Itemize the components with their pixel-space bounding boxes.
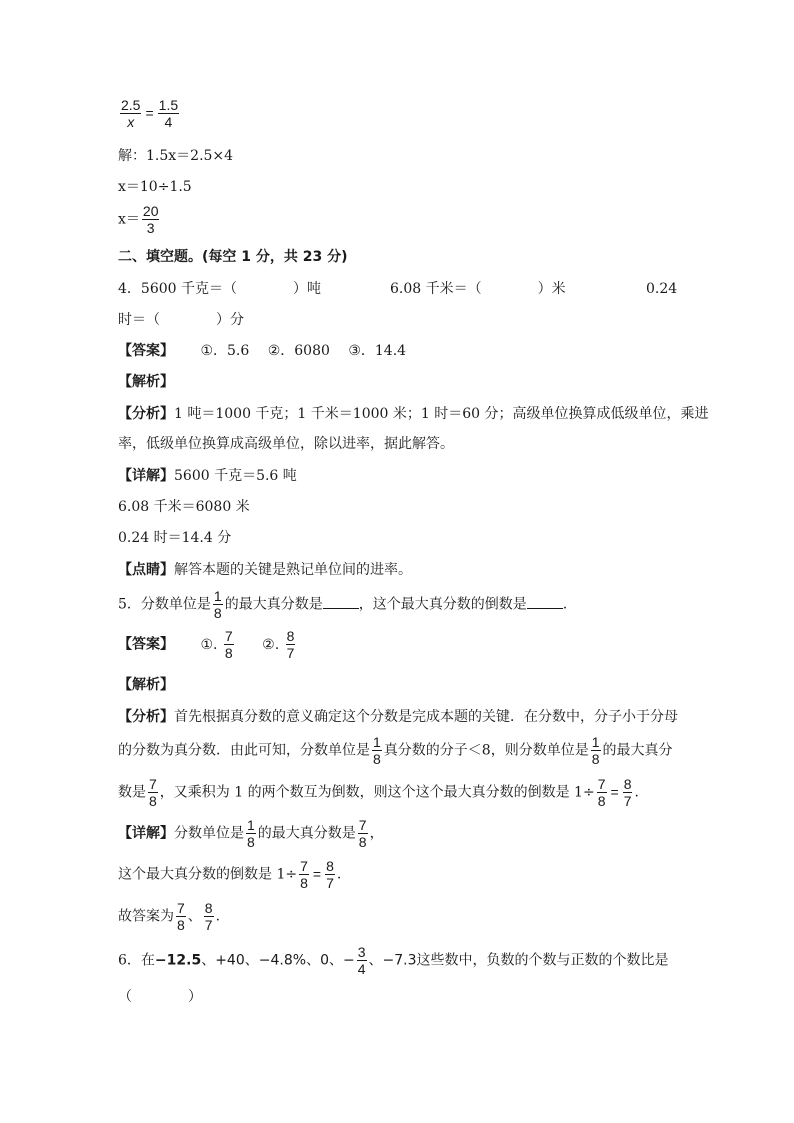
answer-tag: 【答案】 [118,636,174,653]
solution-step-3 [118,203,161,236]
fraction-seven-eighths [148,776,158,809]
fraction-numerator: 1 [247,817,255,833]
fraction-numerator: 8 [326,858,334,874]
question-5-text: ，这个最大真分数的倒数是 [358,596,527,613]
section-heading: 二、填空题。(每空 1 分，共 23 分) [118,249,348,265]
fraction-numerator: 7 [597,776,606,792]
question-5-text: 5．分数单位是 [118,596,211,613]
analysis-subtag: 【分析】 [118,709,174,725]
detail-text: 5600 千克＝5.6 吨 [174,468,297,484]
question-6-text: 6．在 [118,952,155,969]
fraction-numerator: 8 [623,776,632,792]
fraction-numerator: 7 [358,817,367,833]
fraction-denominator: 8 [373,751,381,767]
fraction-numerator: 7 [224,628,233,644]
separator: 、 [328,952,343,969]
question-4-line-1 [118,279,678,299]
fraction-denominator: 8 [177,917,185,933]
fraction-denominator: 8 [149,793,157,809]
period: . [634,784,639,801]
fraction-eight-sevenths [623,776,633,809]
question-4-part-2: 6.08 千米＝（ ）米 [390,281,566,297]
analysis-text: 首先根据真分数的意义确定这个分数是完成本题的关键．在分数中，分子小于分母 [174,709,678,725]
fraction-one-eighth [372,734,382,767]
question-4-part-1: 4．5600 千克＝（ ）吨 [118,281,321,297]
fraction-denominator: 8 [247,834,255,850]
fraction-eight-sevenths [325,858,335,891]
fraction-one-eighth [591,734,601,767]
answer-row-5 [118,628,297,661]
final-answer-line [118,900,220,933]
fraction-denominator: 8 [300,875,308,891]
fraction-numerator: 1 [591,734,600,750]
fraction-numerator: 8 [204,900,213,916]
analysis-tag: 【解析】 [118,677,174,693]
fraction-numerator: 8 [286,628,295,644]
question-4-line-2: 时＝（ ）分 [118,312,244,328]
number-value: +40 [215,952,245,969]
answer-row-4 [118,341,406,361]
answer-label: ①. [200,636,218,653]
final-answer-text: 故答案为 [118,908,174,925]
fraction-seven-eighths [176,900,186,933]
fraction-numerator: 20 [142,203,159,219]
minus-sign: − [342,952,355,969]
fraction-numerator: 7 [300,858,308,874]
fraction-rhs [158,97,179,130]
separator: 、 [368,952,383,969]
analysis-text-line-2 [118,734,673,767]
answer-tag: 【答案】 [118,343,174,359]
analysis-text-line-1 [118,707,678,727]
question-4-part-3: 0.24 [646,281,678,297]
tip-text: 解答本题的关键是熟记单位间的进率。 [174,562,412,578]
answer-blank [527,594,563,609]
detail-line-2 [118,858,341,891]
answer-label: ②. [262,636,280,653]
question-6-text: 这些数中，负数的个数与正数的个数比是 [416,952,669,969]
solution-step-2: x＝10÷1.5 [118,179,192,195]
fraction-one-eighth [213,588,223,621]
period: . [336,866,342,883]
fraction-result [142,203,160,236]
analysis-text: ，又乘积为 1 的两个数互为倒数，则这个这个最大真分数的倒数是 1÷ [159,784,595,801]
fraction-denominator: 7 [326,875,334,891]
number-value: −12.5 [154,952,202,969]
detail-line-1 [118,466,297,486]
fraction-three-quarters [357,944,367,977]
analysis-tag: 【解析】 [118,374,174,390]
detail-line-3: 0.24 时＝14.4 分 [118,530,232,546]
fraction-denominator: 7 [204,917,213,933]
question-5-text: 的最大真分数是 [224,596,323,613]
detail-text: 的最大真分数是 [257,825,356,842]
fraction-seven-eighths [224,628,234,661]
detail-text: ， [369,825,384,842]
fraction-denominator: x [127,114,135,130]
fraction-eight-sevenths [204,900,214,933]
analysis-text: 的最大真分 [602,742,673,759]
fraction-denominator: 8 [224,645,233,661]
period: . [215,908,221,925]
separator: 、 [201,952,216,969]
fraction-numerator: 2.5 [121,97,141,113]
analysis-text: 真分数的分子＜8，则分数单位是 [383,742,589,759]
fraction-denominator: 8 [213,605,222,621]
detail-text: 这个最大真分数的倒数是 1÷ [118,866,298,883]
question-6 [118,944,669,977]
fraction-denominator: 4 [164,114,173,130]
equals-sign: = [312,865,322,882]
tip-tag: 【点睛】 [118,562,174,578]
analysis-text-line-3 [118,776,639,809]
fraction-seven-eighths [597,776,607,809]
separator: 、 [306,952,321,969]
detail-line-1 [118,817,384,850]
fraction-numerator: 7 [177,900,185,916]
fraction-seven-eighths [358,817,368,850]
detail-text: 分数单位是 [174,825,244,842]
question-6-blank: （ ） [118,989,202,1005]
equation-proportion [118,97,181,130]
question-5-end: . [562,596,568,613]
equals-sign: = [145,104,154,121]
fraction-denominator: 3 [146,220,155,236]
fraction-numerator: 7 [149,776,157,792]
analysis-text: 的分数为真分数．由此可知，分数单位是 [118,742,370,759]
fraction-denominator: 8 [591,751,600,767]
analysis-text-line-1 [118,404,709,424]
number-value: −7.3 [382,952,417,969]
detail-tag: 【详解】 [118,468,174,484]
fraction-denominator: 8 [358,834,367,850]
separator: 、 [187,908,202,925]
number-value: 0 [320,952,329,969]
analysis-text: 数是 [118,784,146,801]
solution-prefix: x＝ [118,211,140,228]
detail-line-2: 6.08 千米＝6080 米 [118,499,250,515]
detail-tag: 【详解】 [118,825,174,842]
answer-blank [323,594,359,609]
analysis-text-line-2: 率，低级单位换算成高级单位，除以进率，据此解答。 [118,436,454,452]
question-5 [118,588,567,621]
fraction-lhs [120,97,141,130]
answer-value: ①．5.6 ②．6080 ③．14.4 [200,343,407,359]
fraction-denominator: 4 [357,961,366,977]
tip-line [118,560,412,580]
fraction-denominator: 7 [286,645,295,661]
fraction-denominator: 7 [623,793,632,809]
fraction-numerator: 1 [213,588,222,604]
analysis-text: 1 吨＝1000 千克；1 千米＝1000 米；1 时＝60 分；高级单位换算成低级单位，乘进 [174,406,709,422]
solution-step-1: 解：1.5x＝2.5×4 [118,148,234,164]
fraction-numerator: 1.5 [158,97,179,113]
fraction-one-eighth [246,817,256,850]
equals-sign: = [610,783,619,800]
analysis-subtag: 【分析】 [118,406,174,422]
fraction-numerator: 3 [357,944,366,960]
fraction-seven-eighths [299,858,309,891]
fraction-eight-sevenths [286,628,296,661]
fraction-numerator: 1 [373,734,381,750]
separator: 、 [244,952,259,969]
fraction-denominator: 8 [597,793,606,809]
number-value: −4.8% [258,952,307,969]
